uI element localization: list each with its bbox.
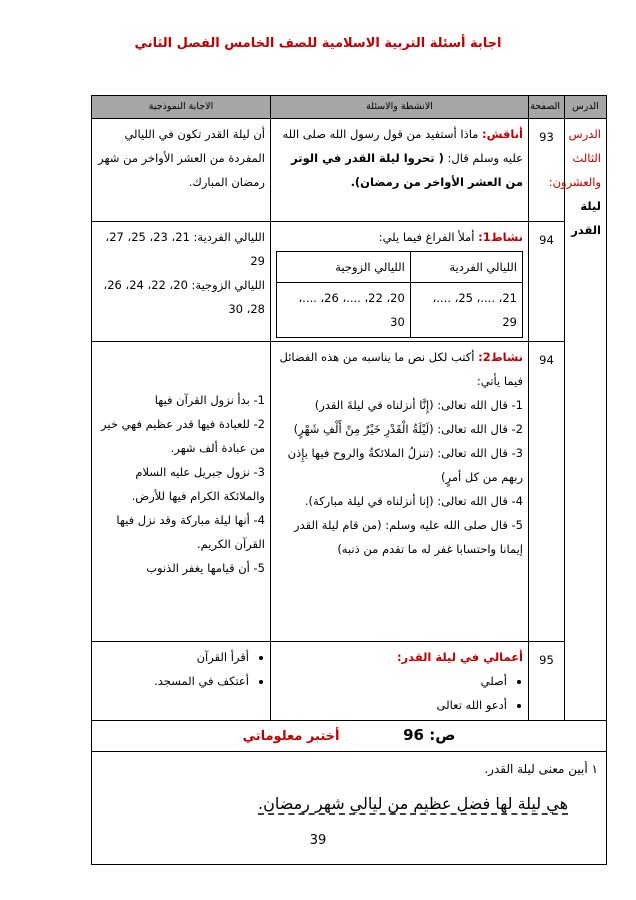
list-item: • أدعو الله تعالى: [276, 693, 507, 717]
table-row: [92, 342, 607, 642]
quiz-title: أختبر معلوماتي: [242, 729, 340, 744]
lesson-line: الدرس: [568, 127, 601, 141]
quiz-header-row: [92, 721, 607, 752]
question-cell: [271, 342, 529, 642]
nights-table: [276, 251, 523, 338]
odd-nights-values: 21، ....، 25، ....، 29: [410, 283, 522, 338]
question-number: ١: [591, 762, 598, 776]
table-row: [92, 119, 607, 222]
answer-cell: [92, 342, 271, 642]
header-page: الصفحة: [529, 96, 565, 119]
lesson-line: والعشرون:: [548, 175, 601, 189]
question-text: أملأ الفراغ فيما يلي:: [378, 230, 475, 244]
answer-item: 4- أنها ليلة مباركة وقد نزل فيها القرآن الكريم.: [116, 513, 265, 551]
question-cell: [271, 642, 529, 721]
page-reference: ص: 96: [403, 726, 456, 744]
activity-label: نشاط2:: [478, 350, 523, 364]
answer-table: [91, 95, 607, 865]
question-text: ماذا أستفيد من قول رسول الله صلى الله عليه وسلم قال:: [282, 127, 523, 165]
answer-cell: أن ليلة القدر تكون في الليالي المفردة من العشر الأواخر من شهر رمضان المبارك.: [92, 119, 271, 222]
table-row: [92, 222, 607, 342]
list-item: 1- قال الله تعالى: (إِنَّا أنزلناه في ليلةَ القدر): [314, 398, 523, 412]
deeds-answer-list: [97, 645, 265, 693]
page-number-cell: 93: [529, 119, 565, 222]
question-line: [100, 758, 598, 780]
quiz-header-cell: [92, 721, 607, 752]
answer-odd: الليالي الفردية: 21، 23، 25، 27، 29: [105, 230, 265, 268]
page-number-cell: 95: [529, 642, 565, 721]
question-text: أكتب لكل نص ما يناسبه من هذه الفضائل فيما يأتي:: [279, 350, 523, 388]
answer-item: 3- نزول جبريل عليه السلام والملائكة الكرام فيها للأرض.: [131, 465, 265, 503]
answer-item: • أقرأ القرآن: [97, 645, 249, 669]
list-item: 5- قال صلى الله عليه وسلم: (من قام ليلة القدر إيمانا واحتسابا غفر له ما تقدم من ذنبه): [294, 518, 523, 556]
activity-label: نشاط1:: [478, 230, 523, 244]
list-item: • أصلي: [276, 669, 507, 693]
page-number-cell: 94: [529, 222, 565, 342]
answer-item: 2- للعبادة فيها قدر عظيم فهي خير من عبادة ألف شهر.: [101, 417, 265, 455]
answer-item: 1- بدأ نزول القرآن فيها: [154, 393, 265, 407]
table-header-row: [92, 96, 607, 119]
list-item: 3- قال الله تعالى: (تنزلُ الملائكةُ والروح فيها بإِذن ربهم من كل أمرٍ): [287, 446, 523, 484]
answer-item: 5- أن قيامها يغفر الذنوب: [146, 561, 265, 575]
answer-cell: [92, 642, 271, 721]
question-text: أبين معنى ليلة القدر.: [484, 762, 588, 776]
question-cell: [271, 222, 529, 342]
page-number-cell: 94: [529, 342, 565, 642]
answer-cell: [92, 222, 271, 342]
list-item: 2- قال الله تعالى: (لَيْلَةُ الْقَدْرِ خَيْرٌ مِنْ أَلْفِ شَهْرٍ): [293, 422, 523, 436]
lesson-line: الثالث: [572, 151, 601, 165]
header-lesson: الدرس: [565, 96, 607, 119]
handwritten-answer: هي ليلة لها فضل عظيم من ليالي شهر رمضان.: [258, 794, 568, 813]
header-answers: الاجابة النموذجية: [92, 96, 271, 119]
deeds-list: [276, 669, 523, 717]
even-nights-header: الليالي الزوجية: [277, 252, 411, 283]
question-cell: [271, 119, 529, 222]
page-title: اجابة أسئلة التربية الاسلامية للصف الخامس الفصل الثاني: [134, 36, 502, 51]
activity-label: أعمالي في ليلة القدر:: [396, 650, 523, 664]
page-number: 39: [309, 833, 327, 848]
answer-item: • أعتكف في المسجد.: [97, 669, 249, 693]
lesson-cell: [548, 119, 607, 721]
even-nights-values: 20، 22، ....، 26، ....، 30: [277, 283, 411, 338]
lesson-name: ليلة القدر: [571, 199, 601, 237]
hadith-text: ( تحروا ليلة القدر في الوتر من العشر الأواخر من رمضان).: [291, 151, 523, 189]
answer-even: الليالي الزوجية: 20، 22، 24، 26، 28، 30: [103, 278, 265, 316]
list-item: 4- قال الله تعالى: (إنا أنزلناه في ليلة مباركة).: [304, 494, 523, 508]
odd-nights-header: الليالي الفردية: [410, 252, 522, 283]
header-activities: الانشطة والاسئلة: [271, 96, 529, 119]
activity-label: أناقش:: [482, 127, 523, 141]
table-row: [92, 642, 607, 721]
